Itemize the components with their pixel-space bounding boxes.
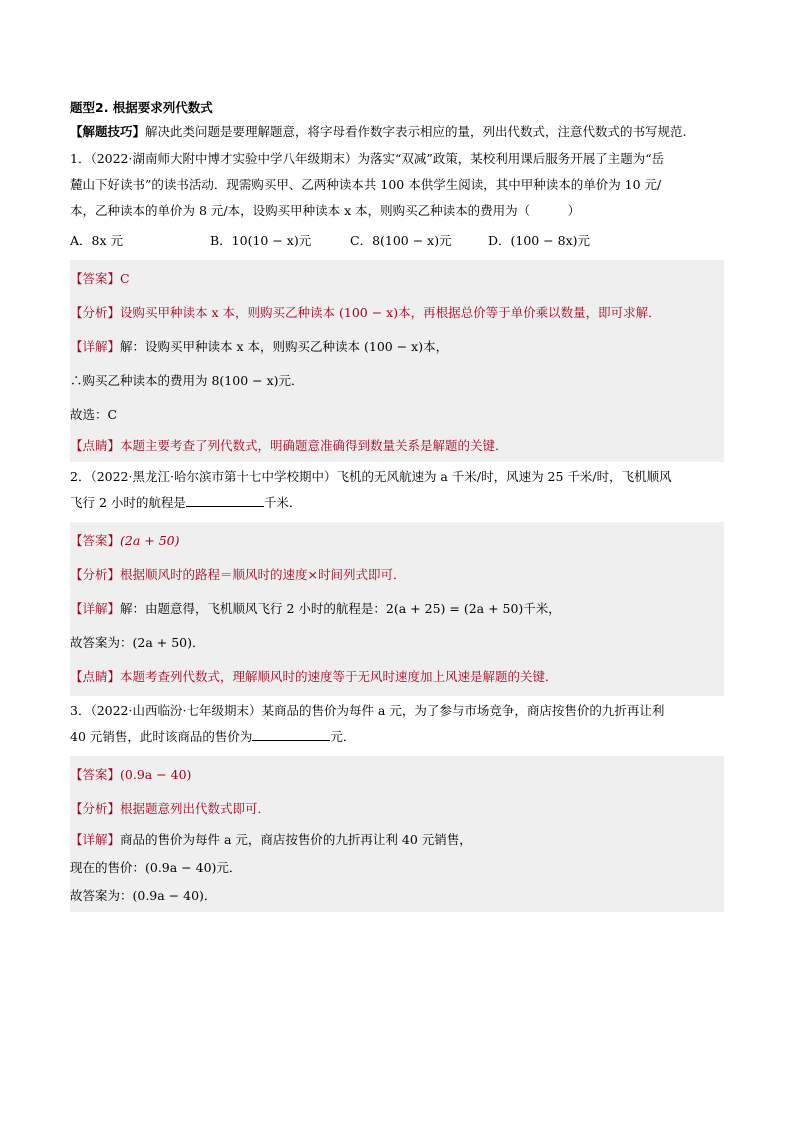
question-2	[70, 464, 724, 696]
answer-value: C	[120, 271, 130, 286]
option-b: B．10(10 − x)元	[210, 233, 312, 248]
analysis-row: 【分析】根据顺风时的路程＝顺风时的速度×时间列式即可．	[70, 567, 406, 582]
analysis-row: 【分析】根据题意列出代数式即可．	[70, 801, 271, 816]
detail-line-2: 故答案为：(2a + 50)．	[70, 635, 205, 650]
tip-text: 解决此类问题是要理解题意，将字母看作数字表示相应的量，列出代数式，注意代数式的书写规范.	[145, 124, 687, 139]
question-2-stem-line-2: 飞行 2 小时的航程是 千米．	[70, 495, 302, 510]
detail-row: 【详解】解：由题意得，飞机顺风飞行 2 小时的航程是：2(a + 25) = (2a + 50)千米，	[70, 601, 561, 616]
question-1	[70, 146, 724, 462]
solving-tip	[70, 122, 724, 142]
detail-row: 【详解】商品的售价为每件 a 元，商店按售价的九折再让利 40 元销售，	[70, 832, 472, 847]
detail-line-3: 故答案为：(0.9a − 40)．	[70, 888, 217, 903]
detail-line-2: ∴购买乙种读本的费用为 8(100 − x)元．	[70, 373, 304, 388]
question-1-solution	[70, 260, 724, 462]
comment-row: 【点睛】本题考查列代数式，理解顺风时的速度等于无风时速度加上风速是解题的关键．	[70, 669, 558, 684]
question-3-stem-line-1: 3．（2022·山西临汾·七年级期末）某商品的售价为每件 a 元，为了参与市场竞争，商店按售价的九折再让利	[70, 703, 665, 718]
detail-line-1: 解：设购买甲种读本 x 本，则购买乙种读本 (100 − x)本，	[120, 339, 449, 354]
detail-line-1: 商品的售价为每件 a 元，商店按售价的九折再让利 40 元销售，	[120, 832, 472, 847]
question-3-stem-line-2: 40 元销售，此时该商品的售价为 元．	[70, 729, 356, 744]
document-page	[70, 98, 724, 914]
comment-row: 【点睛】本题主要考查了列代数式，明确题意准确得到数量关系是解题的关键．	[70, 438, 508, 453]
detail-row: 【详解】解：设购买甲种读本 x 本，则购买乙种读本 (100 − x)本，	[70, 339, 449, 354]
detail-line-1: 解：由题意得，飞机顺风飞行 2 小时的航程是：2(a + 25) = (2a + 50)千米，	[120, 601, 561, 616]
analysis-text: 根据顺风时的路程＝顺风时的速度×时间列式即可．	[120, 567, 406, 582]
question-1-options	[70, 230, 724, 252]
option-c: C．8(100 − x)元	[350, 233, 452, 248]
section-title: 题型2. 根据要求列代数式	[70, 100, 213, 115]
answer-blank	[252, 728, 330, 741]
tip-tag: 【解题技巧】	[70, 124, 146, 139]
question-1-stem-line-3: 本，乙种读本的单价为 8 元/本，设购买甲种读本 x 本，则购买乙种读本的费用为（ ）	[70, 203, 581, 218]
question-3-solution	[70, 756, 724, 912]
answer-value: (0.9a − 40)	[120, 767, 192, 782]
question-2-stem-line-1: 2．（2022·黑龙江·哈尔滨市第十七中学校期中）飞机的无风航速为 a 千米/时，风速为 25 千米/时，飞机顺风	[70, 469, 672, 484]
option-a: A．8x 元	[70, 233, 124, 248]
question-2-solution	[70, 522, 724, 696]
analysis-text: 设购买甲种读本 x 本，则购买乙种读本 (100 − x)本，再根据总价等于单价乘以数量，即可求解．	[120, 305, 661, 320]
analysis-row: 【分析】设购买甲种读本 x 本，则购买乙种读本 (100 − x)本，再根据总价等于单价乘以数量，即可求解．	[70, 305, 661, 320]
detail-line-2: 现在的售价：(0.9a − 40)元．	[70, 860, 242, 875]
option-d: D．(100 − 8x)元	[488, 233, 591, 248]
question-1-stem-line-1: 1．（2022·湖南师大附中博才实验中学八年级期末）为落实“双减”政策，某校利用课后服务开展了主题为“岳	[70, 151, 665, 166]
answer-row: 【答案】C	[70, 271, 130, 286]
analysis-text: 根据题意列出代数式即可．	[120, 801, 271, 816]
answer-blank	[186, 494, 264, 507]
answer-row: 【答案】(0.9a − 40)	[70, 767, 192, 782]
comment-text: 本题主要考查了列代数式，明确题意准确得到数量关系是解题的关键．	[120, 438, 508, 453]
comment-text: 本题考查列代数式，理解顺风时的速度等于无风时速度加上风速是解题的关键．	[120, 669, 558, 684]
answer-row: 【答案】(2a + 50)	[70, 533, 180, 548]
question-1-stem-line-2: 麓山下好读书”的读书活动．现需购买甲、乙两种读本共 100 本供学生阅读，其中甲种读本的单价为 10 元/	[70, 177, 662, 192]
question-3	[70, 698, 724, 912]
answer-value: (2a + 50)	[120, 533, 180, 548]
detail-line-3: 故选：C	[70, 407, 118, 422]
